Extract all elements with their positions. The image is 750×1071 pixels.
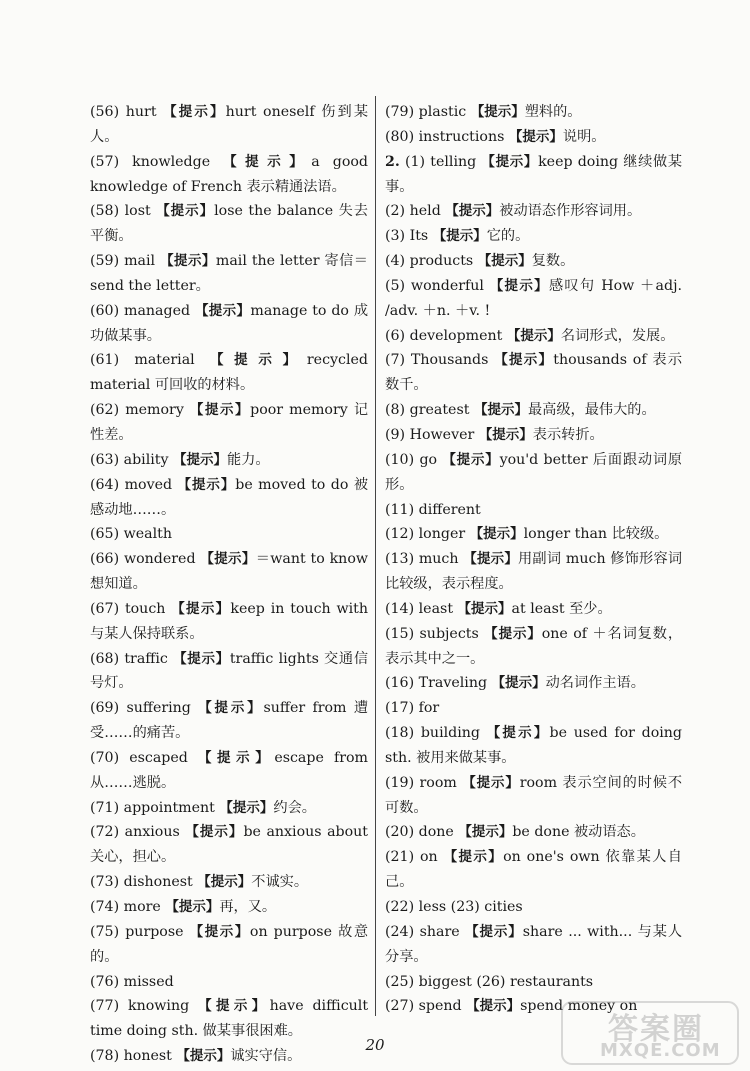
- answer-entry: [385, 721, 682, 771]
- hint-label: 【提示】: [508, 128, 563, 145]
- hint-text: 约会。: [273, 799, 316, 816]
- entry-number: (56): [90, 104, 120, 120]
- left-column: [90, 100, 368, 1069]
- entry-number: (6): [385, 327, 406, 344]
- entry-number: (21): [385, 849, 415, 866]
- answer-word: mail: [124, 253, 156, 270]
- answer-entry: [90, 647, 368, 697]
- answer-entry: [90, 522, 368, 547]
- entry-number: (14): [385, 600, 415, 617]
- answer-word: plastic: [418, 104, 467, 120]
- hint-text: thousands of 表示数千。: [385, 352, 683, 394]
- answer-entry: [385, 994, 682, 1019]
- hint-label: 【提示】: [173, 650, 230, 667]
- answer-entry: [90, 473, 368, 523]
- entry-number: (69): [90, 700, 120, 717]
- answer-word: honest: [123, 1048, 172, 1065]
- entry-number: (80): [385, 128, 415, 145]
- hint-text: be anxious about 关心，担心。: [90, 824, 369, 866]
- answer-word: anxious: [124, 824, 180, 841]
- answer-entry: [385, 398, 682, 423]
- hint-label: 【提示】: [177, 476, 236, 493]
- answer-entry: [90, 299, 368, 349]
- entry-number: (57): [90, 153, 120, 170]
- answer-entry: [90, 870, 368, 895]
- answer-entry: [385, 423, 682, 448]
- hint-text: at least 至少。: [511, 600, 612, 617]
- hint-text: 名词形式，发展。: [560, 327, 675, 344]
- hint-text: (23) cities: [450, 899, 523, 915]
- answer-entry: [385, 970, 682, 995]
- answer-entry: [90, 696, 368, 746]
- page-number: 20: [365, 1036, 385, 1054]
- entry-number: (2): [385, 203, 406, 220]
- answer-entry: [385, 547, 682, 597]
- answer-word: go: [419, 451, 438, 468]
- entry-number: (79): [385, 104, 415, 120]
- answer-entry: [90, 597, 368, 647]
- hint-text: keep in touch with 与某人保持联系。: [90, 600, 368, 642]
- answer-entry: [90, 547, 368, 597]
- answer-entry: [90, 100, 368, 150]
- entry-number: (62): [90, 402, 120, 419]
- hint-label: 【提示】: [165, 899, 220, 915]
- answer-entry: [90, 895, 368, 920]
- hint-text: (26) restaurants: [476, 973, 594, 990]
- answer-word: held: [409, 203, 441, 220]
- answer-word: telling: [430, 153, 477, 170]
- entry-number: (71): [90, 799, 120, 816]
- hint-text: a good knowledge of French 表示精通法语。: [90, 153, 369, 195]
- entry-number: (59): [90, 253, 120, 270]
- hint-text: 动名词作主语。: [545, 675, 645, 692]
- answer-entry: [385, 448, 682, 498]
- answer-word: moved: [124, 476, 173, 493]
- watermark-url: MXQE.COM: [600, 1040, 721, 1061]
- hint-label: 【提示】: [470, 104, 525, 120]
- answer-word: on: [420, 849, 438, 866]
- entry-number: (64): [90, 476, 120, 493]
- answer-word: touch: [124, 600, 166, 617]
- hint-label: 【提示】: [489, 277, 549, 294]
- entry-number: (75): [90, 923, 120, 940]
- hint-label: 【提示】: [189, 402, 251, 419]
- answer-entry: [385, 671, 682, 696]
- entry-number: (61): [90, 352, 120, 369]
- answer-entry: [385, 622, 682, 672]
- answer-entry: [385, 920, 682, 970]
- answer-entry: [385, 771, 682, 821]
- watermark-text: 答案圈: [608, 1012, 704, 1047]
- hint-text: recycled material 可回收的材料。: [90, 352, 368, 394]
- column-divider: [375, 96, 376, 1016]
- answer-word: more: [123, 899, 161, 915]
- answer-word: lost: [124, 203, 151, 220]
- hint-text: longer than 比较级。: [523, 526, 669, 543]
- answer-word: appointment: [123, 799, 215, 816]
- hint-text: 用副词 much 修饰形容词比较级，表示程度。: [385, 551, 683, 593]
- hint-text: 最高级，最伟大的。: [527, 402, 656, 419]
- entry-number: (11): [385, 501, 415, 518]
- hint-text: on one's own 依靠某人自己。: [385, 849, 682, 891]
- answer-word: room: [419, 774, 457, 791]
- hint-text: 诚实守信。: [230, 1048, 302, 1065]
- answer-word: instructions: [418, 128, 505, 145]
- hint-text: 塑料的。: [524, 104, 582, 120]
- answer-word: least: [418, 600, 454, 617]
- answer-word: wealth: [123, 526, 173, 543]
- hint-label: 【提示】: [465, 923, 523, 940]
- answer-entry: [385, 100, 682, 125]
- hint-label: 【提示】: [197, 749, 275, 766]
- hint-text: 被动语态作形容词用。: [499, 203, 642, 220]
- hint-label: 【提示】: [445, 203, 500, 220]
- hint-label: 【提示】: [481, 153, 539, 170]
- entry-number: (77): [90, 998, 120, 1015]
- hint-text: lose the balance 失去平衡。: [90, 203, 368, 245]
- hint-label: 【提示】: [185, 824, 244, 841]
- answer-word: dishonest: [123, 874, 193, 891]
- answer-entry: [385, 522, 682, 547]
- hint-text: be moved to do 被感动地……。: [90, 476, 369, 518]
- answer-word: purpose: [125, 923, 184, 940]
- entry-number: (4): [385, 253, 406, 270]
- hint-label: 【提示】: [462, 774, 520, 791]
- hint-text: have difficult time doing sth. 做某事很困难。: [90, 998, 369, 1040]
- entry-number: (68): [90, 650, 120, 667]
- hint-text: 复数。: [531, 253, 575, 270]
- hint-label: 【提示】: [171, 600, 231, 617]
- hint-text: one of ＋名词复数，表示其中之一。: [385, 625, 683, 667]
- hint-label: 【提示】: [469, 526, 524, 543]
- answer-entry: [385, 845, 682, 895]
- answer-word: Thousands: [410, 352, 489, 369]
- hint-label: 【提示】: [198, 998, 270, 1015]
- hint-label: 【提示】: [457, 600, 512, 617]
- entry-number: (74): [90, 899, 120, 915]
- entry-number: (1): [405, 153, 426, 170]
- answer-word: done: [418, 824, 454, 841]
- hint-text: 说明。: [562, 128, 606, 145]
- answer-word: greatest: [409, 402, 470, 419]
- hint-text: hurt oneself 伤到某人。: [90, 104, 369, 145]
- answer-word: wondered: [123, 551, 196, 568]
- hint-label: 【提示】: [484, 625, 542, 642]
- answer-entry: [385, 150, 682, 200]
- entry-number: (70): [90, 749, 120, 766]
- answer-entry: [385, 498, 682, 523]
- hint-label: 【提示】: [176, 1048, 231, 1065]
- answer-entry: [90, 820, 368, 870]
- answer-word: building: [420, 725, 480, 742]
- hint-label: 【提示】: [156, 203, 215, 220]
- answer-entry: [90, 920, 368, 970]
- answer-word: However: [409, 426, 475, 443]
- answer-entry: [385, 274, 682, 324]
- answer-word: much: [418, 551, 459, 568]
- hint-text: traffic lights 交通信号灯。: [90, 650, 369, 692]
- answer-entry: [385, 597, 682, 622]
- answer-word: memory: [125, 402, 184, 419]
- answer-entry: [90, 249, 368, 299]
- answer-word: material: [134, 352, 195, 369]
- entry-number: (25): [385, 973, 415, 990]
- answer-entry: [90, 398, 368, 448]
- entry-number: (58): [90, 203, 120, 220]
- answer-entry: [90, 199, 368, 249]
- answer-word: products: [409, 253, 474, 270]
- hint-label: 【提示】: [463, 551, 519, 568]
- entry-number: (9): [385, 426, 406, 443]
- answer-word: different: [418, 501, 481, 518]
- answer-word: subjects: [419, 625, 479, 642]
- entry-number: (65): [90, 526, 120, 543]
- hint-text: 表示转折。: [532, 426, 604, 443]
- answer-entry: [385, 199, 682, 224]
- answer-entry: [90, 970, 368, 995]
- hint-label: 【提示】: [494, 352, 554, 369]
- hint-text: be used for doing sth. 被用来做某事。: [385, 725, 683, 766]
- entry-number: (19): [385, 774, 415, 791]
- hint-text: manage to do 成功做某事。: [90, 302, 369, 344]
- answer-word: ability: [123, 451, 169, 468]
- hint-label: 【提示】: [473, 402, 528, 419]
- answer-entry: [90, 746, 368, 796]
- answer-word: suffering: [126, 700, 191, 717]
- answer-entry: [385, 249, 682, 274]
- answer-word: spend: [418, 998, 462, 1015]
- hint-text: 感叹句 How ＋adj. /adv. ＋n. ＋v. !: [385, 277, 682, 319]
- hint-label: 【提示】: [173, 451, 228, 468]
- hint-label: 【提示】: [197, 874, 252, 891]
- answer-entry: [385, 895, 682, 920]
- hint-text: poor memory 记性差。: [90, 402, 369, 443]
- entry-number: (15): [385, 625, 415, 642]
- hint-label: 【提示】: [209, 352, 307, 369]
- answer-word: missed: [123, 973, 174, 990]
- answer-word: hurt: [125, 104, 157, 120]
- entry-number: (76): [90, 973, 120, 990]
- hint-text: suffer from 遭受……的痛苦。: [90, 700, 369, 742]
- answer-entry: [90, 150, 368, 200]
- hint-label: 【提示】: [506, 327, 561, 344]
- answer-word: Traveling: [418, 675, 488, 692]
- hint-text: room 表示空间的时候不可数。: [385, 774, 683, 816]
- answer-word: for: [418, 700, 440, 717]
- answer-word: managed: [124, 302, 191, 319]
- entry-number: (60): [90, 302, 120, 319]
- answer-entry: [385, 324, 682, 349]
- entry-number: (20): [385, 824, 415, 841]
- answer-word: share: [419, 923, 460, 940]
- hint-label: 【提示】: [200, 551, 256, 568]
- entry-number: (8): [385, 402, 406, 419]
- answer-word: wonderful: [410, 277, 484, 294]
- answer-word: Its: [409, 228, 429, 245]
- hint-label: 【提示】: [163, 104, 226, 120]
- hint-text: 不诚实。: [251, 874, 309, 891]
- entry-number: (13): [385, 551, 415, 568]
- hint-text: share ... with... 与某人分享。: [385, 923, 683, 965]
- hint-text: 再，又。: [219, 899, 277, 915]
- hint-label: 【提示】: [223, 153, 312, 170]
- hint-text: escape from 从……逃脱。: [90, 749, 368, 791]
- entry-number: (17): [385, 700, 415, 717]
- answer-word: traffic: [124, 650, 168, 667]
- hint-label: 【提示】: [491, 675, 546, 692]
- hint-label: 【提示】: [160, 253, 216, 270]
- answer-word: escaped: [129, 749, 188, 766]
- entry-number: (5): [385, 277, 406, 294]
- answer-word: development: [409, 327, 503, 344]
- hint-text: mail the letter 寄信＝send the letter。: [90, 253, 368, 294]
- section-number: 2.: [385, 153, 400, 170]
- entry-number: (72): [90, 824, 120, 841]
- answer-entry: [90, 348, 368, 398]
- hint-label: 【提示】: [458, 824, 513, 841]
- entry-number: (73): [90, 874, 120, 891]
- hint-text: 它的。: [486, 228, 530, 245]
- hint-label: 【提示】: [194, 302, 251, 319]
- hint-text: 能力。: [227, 451, 270, 468]
- hint-label: 【提示】: [443, 849, 504, 866]
- answer-word: biggest: [418, 973, 472, 990]
- hint-label: 【提示】: [198, 700, 264, 717]
- answer-entry: [90, 448, 368, 473]
- answer-word: knowing: [128, 998, 190, 1015]
- answer-entry: [385, 696, 682, 721]
- entry-number: (18): [385, 725, 415, 742]
- answer-entry: [385, 820, 682, 845]
- hint-label: 【提示】: [432, 228, 487, 245]
- answer-entry: [385, 224, 682, 249]
- entry-number: (67): [90, 600, 120, 617]
- entry-number: (7): [385, 352, 406, 369]
- hint-label: 【提示】: [442, 451, 500, 468]
- entry-number: (78): [90, 1048, 120, 1065]
- hint-label: 【提示】: [478, 426, 533, 443]
- entry-number: (63): [90, 451, 120, 468]
- entry-number: (66): [90, 551, 120, 568]
- hint-text: be done 被动语态。: [512, 824, 645, 841]
- entry-number: (3): [385, 228, 406, 245]
- hint-text: you'd better 后面跟动词原形。: [385, 451, 683, 493]
- hint-text: spend money on: [520, 998, 638, 1015]
- answer-entry: [90, 796, 368, 821]
- answer-word: less: [418, 899, 447, 915]
- hint-label: 【提示】: [219, 799, 274, 816]
- entry-number: (16): [385, 675, 415, 692]
- right-column: [385, 100, 682, 1019]
- entry-number: (24): [385, 923, 415, 940]
- answer-word: knowledge: [132, 153, 211, 170]
- entry-number: (12): [385, 526, 415, 543]
- answer-entry: [385, 125, 682, 150]
- hint-label: 【提示】: [189, 923, 250, 940]
- hint-text: on purpose 故意的。: [90, 923, 369, 965]
- entry-number: (22): [385, 899, 415, 915]
- answer-entry: [385, 348, 682, 398]
- entry-number: (10): [385, 451, 415, 468]
- hint-label: 【提示】: [466, 998, 521, 1015]
- answer-word: longer: [418, 526, 466, 543]
- hint-text: ＝want to know 想知道。: [90, 551, 369, 593]
- hint-label: 【提示】: [486, 725, 550, 742]
- hint-label: 【提示】: [477, 253, 532, 270]
- entry-number: (27): [385, 998, 415, 1015]
- hint-text: keep doing 继续做某事。: [385, 153, 683, 195]
